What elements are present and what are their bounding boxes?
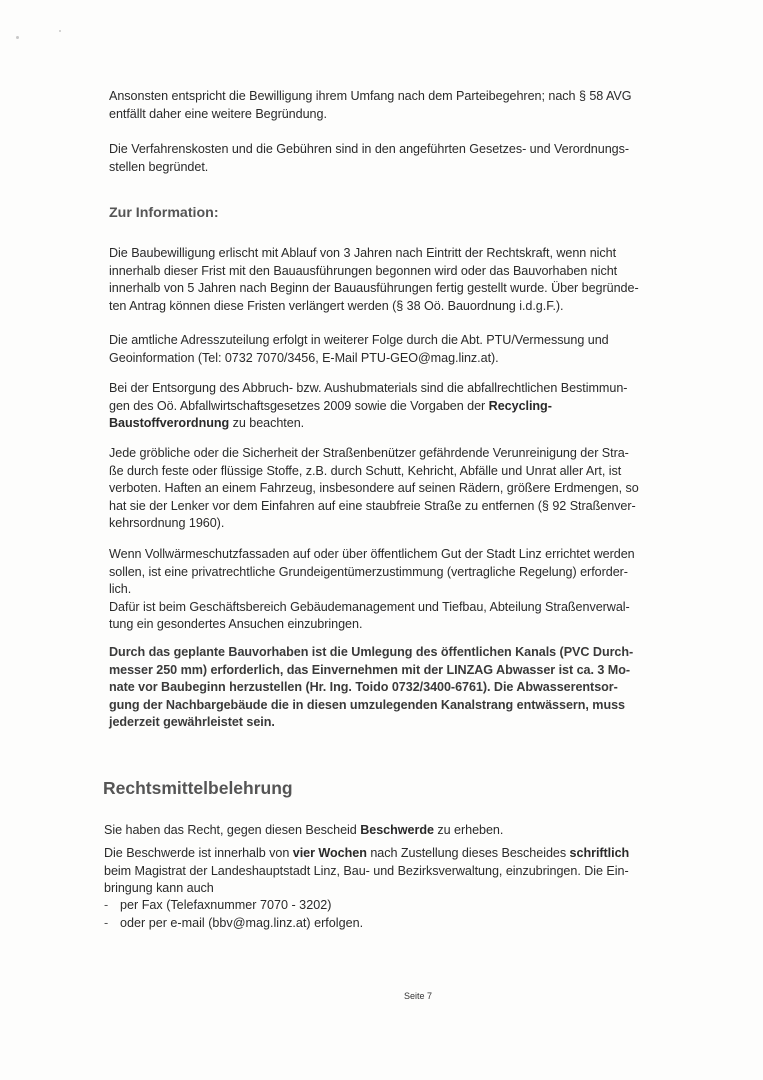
text-line: verboten. Haften an einem Fahrzeug, insbesondere auf seinen Rädern, größere Erdmengen, so [109,481,639,495]
text-line: sollen, ist eine privatrechtliche Grundeigentümerzustimmung (vertragliche Regelung) erforder- [109,564,628,579]
legal-remedy-heading: Rechtsmittelbelehrung [103,778,293,798]
text-line: Wenn Vollwärmeschutzfassaden auf oder über öffentlichem Gut der Stadt Linz errichtet werden [109,547,635,561]
dash-bullet-icon: - [104,898,109,912]
text-segment: zu beachten. [229,416,305,430]
paragraph-sewer-relocation [109,644,689,732]
list-item-text: oder per e-mail (bbv@mag.linz.at) erfolgen. [120,916,364,930]
text-line: Die amtliche Adresszuteilung erfolgt in weiterer Folge durch die Abt. PTU/Vermessung und [109,333,609,347]
page-number: Seite 7 [404,991,433,1001]
info-heading: Zur Information: [109,205,219,221]
text-line [109,415,689,433]
text-line: nate vor Baubeginn herzustellen (Hr. Ing. Toido 0732/3400-6761). Die Abwasserentsor- [109,680,618,694]
list-item-text: per Fax (Telefaxnummer 7070 - 3202) [120,898,332,912]
text-line: bringung kann auch [104,881,214,895]
paragraph-appeal-deadline [104,845,684,898]
text-segment-bold: Beschwerde [360,823,434,837]
text-line: ße durch feste oder flüssige Stoffe, z.B. durch Schutt, Kehricht, Abfälle und Unrat aller Art, ist [109,463,622,478]
list-item [104,915,363,933]
text-line: ten Antrag können diese Fristen verlängert werden (§ 38 Oö. Bauordnung i.d.g.F.). [109,298,564,313]
text-line: Geoinformation (Tel: 0732 7070/3456, E-Mail PTU-GEO@mag.linz.at). [109,350,499,365]
scan-speck [16,36,19,39]
text-segment-bold: Recycling- [488,398,552,413]
text-line: Die Baubewilligung erlischt mit Ablauf von 3 Jahren nach Eintritt der Rechtskraft, wenn nicht [109,246,617,260]
text-segment: Die Beschwerde ist innerhalb von [104,846,293,860]
paragraph-right-to-appeal [104,822,684,840]
text-segment: Sie haben das Recht, gegen diesen Bescheid [104,823,361,837]
paragraph-procedure-costs [109,141,689,176]
text-segment: gen des Oö. Abfallwirtschaftsgesetzes 2009 sowie die Vorgaben der [109,398,489,413]
text-line [109,398,689,416]
text-line: Die Verfahrenskosten und die Gebühren sind in den angeführten Gesetzes- und Verordnungs- [109,142,629,156]
text-segment-bold: schriftlich [569,846,630,860]
paragraph-approval-scope [109,88,689,123]
text-line: innerhalb von 5 Jahren nach Beginn der Bauausführungen fertig gestellt wurde. Über begründe- [109,281,639,295]
text-line: kehrsordnung 1960). [109,516,225,530]
text-line: messer 250 mm) erforderlich, das Einvernehmen mit der LINZAG Abwasser ist ca. 3 Mo- [109,662,631,677]
paragraph-address-assignment [109,332,689,367]
text-line: Durch das geplante Bauvorhaben ist die Umlegung des öffentlichen Kanals (PVC Durch- [109,645,634,659]
paragraph-permit-expiry [109,245,689,315]
text-segment: zu erheben. [433,823,504,837]
paragraph-road-pollution [109,445,689,533]
text-line: hat sie der Lenker vor dem Einfahren auf eine staubfreie Straße zu entfernen (§ 92 Straßenver- [109,498,636,513]
text-segment-bold: vier Wochen [292,846,367,860]
text-line [104,845,684,863]
paragraph-insulation-facade [109,546,689,634]
text-line: Bei der Entsorgung des Abbruch- bzw. Aushubmaterials sind die abfallrechtlichen Bestimmun- [109,381,628,395]
text-line: entfällt daher eine weitere Begründung. [109,106,327,121]
text-line: tung ein gesondertes Ansuchen einzubringen. [109,617,363,631]
text-segment-bold: Baustoffverordnung [109,416,230,430]
text-line: jederzeit gewährleistet sein. [109,715,275,729]
text-line: gung der Nachbargebäude die in diesen umzulegenden Kanalstrang entwässern, muss [109,697,626,712]
text-line: Dafür ist beim Geschäftsbereich Gebäudemanagement und Tiefbau, Abteilung Straßenverwal- [109,599,630,614]
text-segment: nach Zustellung dieses Bescheides [366,846,570,860]
text-line: beim Magistrat der Landeshauptstadt Linz, Bau- und Bezirksverwaltung, einzubringen. Die Ein- [104,863,629,878]
text-line: Ansonsten entspricht die Bewilligung ihrem Umfang nach dem Parteibegehren; nach § 58 AVG [109,89,632,103]
paragraph-waste-disposal [109,380,689,433]
dash-bullet-icon: - [104,916,109,930]
text-line: lich. [109,582,132,596]
list-item [104,897,331,915]
text-line: innerhalb dieser Frist mit den Bauausführungen begonnen wird oder das Bauvorhaben nicht [109,263,618,278]
text-line: stellen begründet. [109,159,209,174]
text-line: Jede gröbliche oder die Sicherheit der Straßenbenützer gefährdende Verunreinigung der Stra- [109,446,629,460]
scan-speck [59,30,61,32]
text-line [104,822,684,840]
